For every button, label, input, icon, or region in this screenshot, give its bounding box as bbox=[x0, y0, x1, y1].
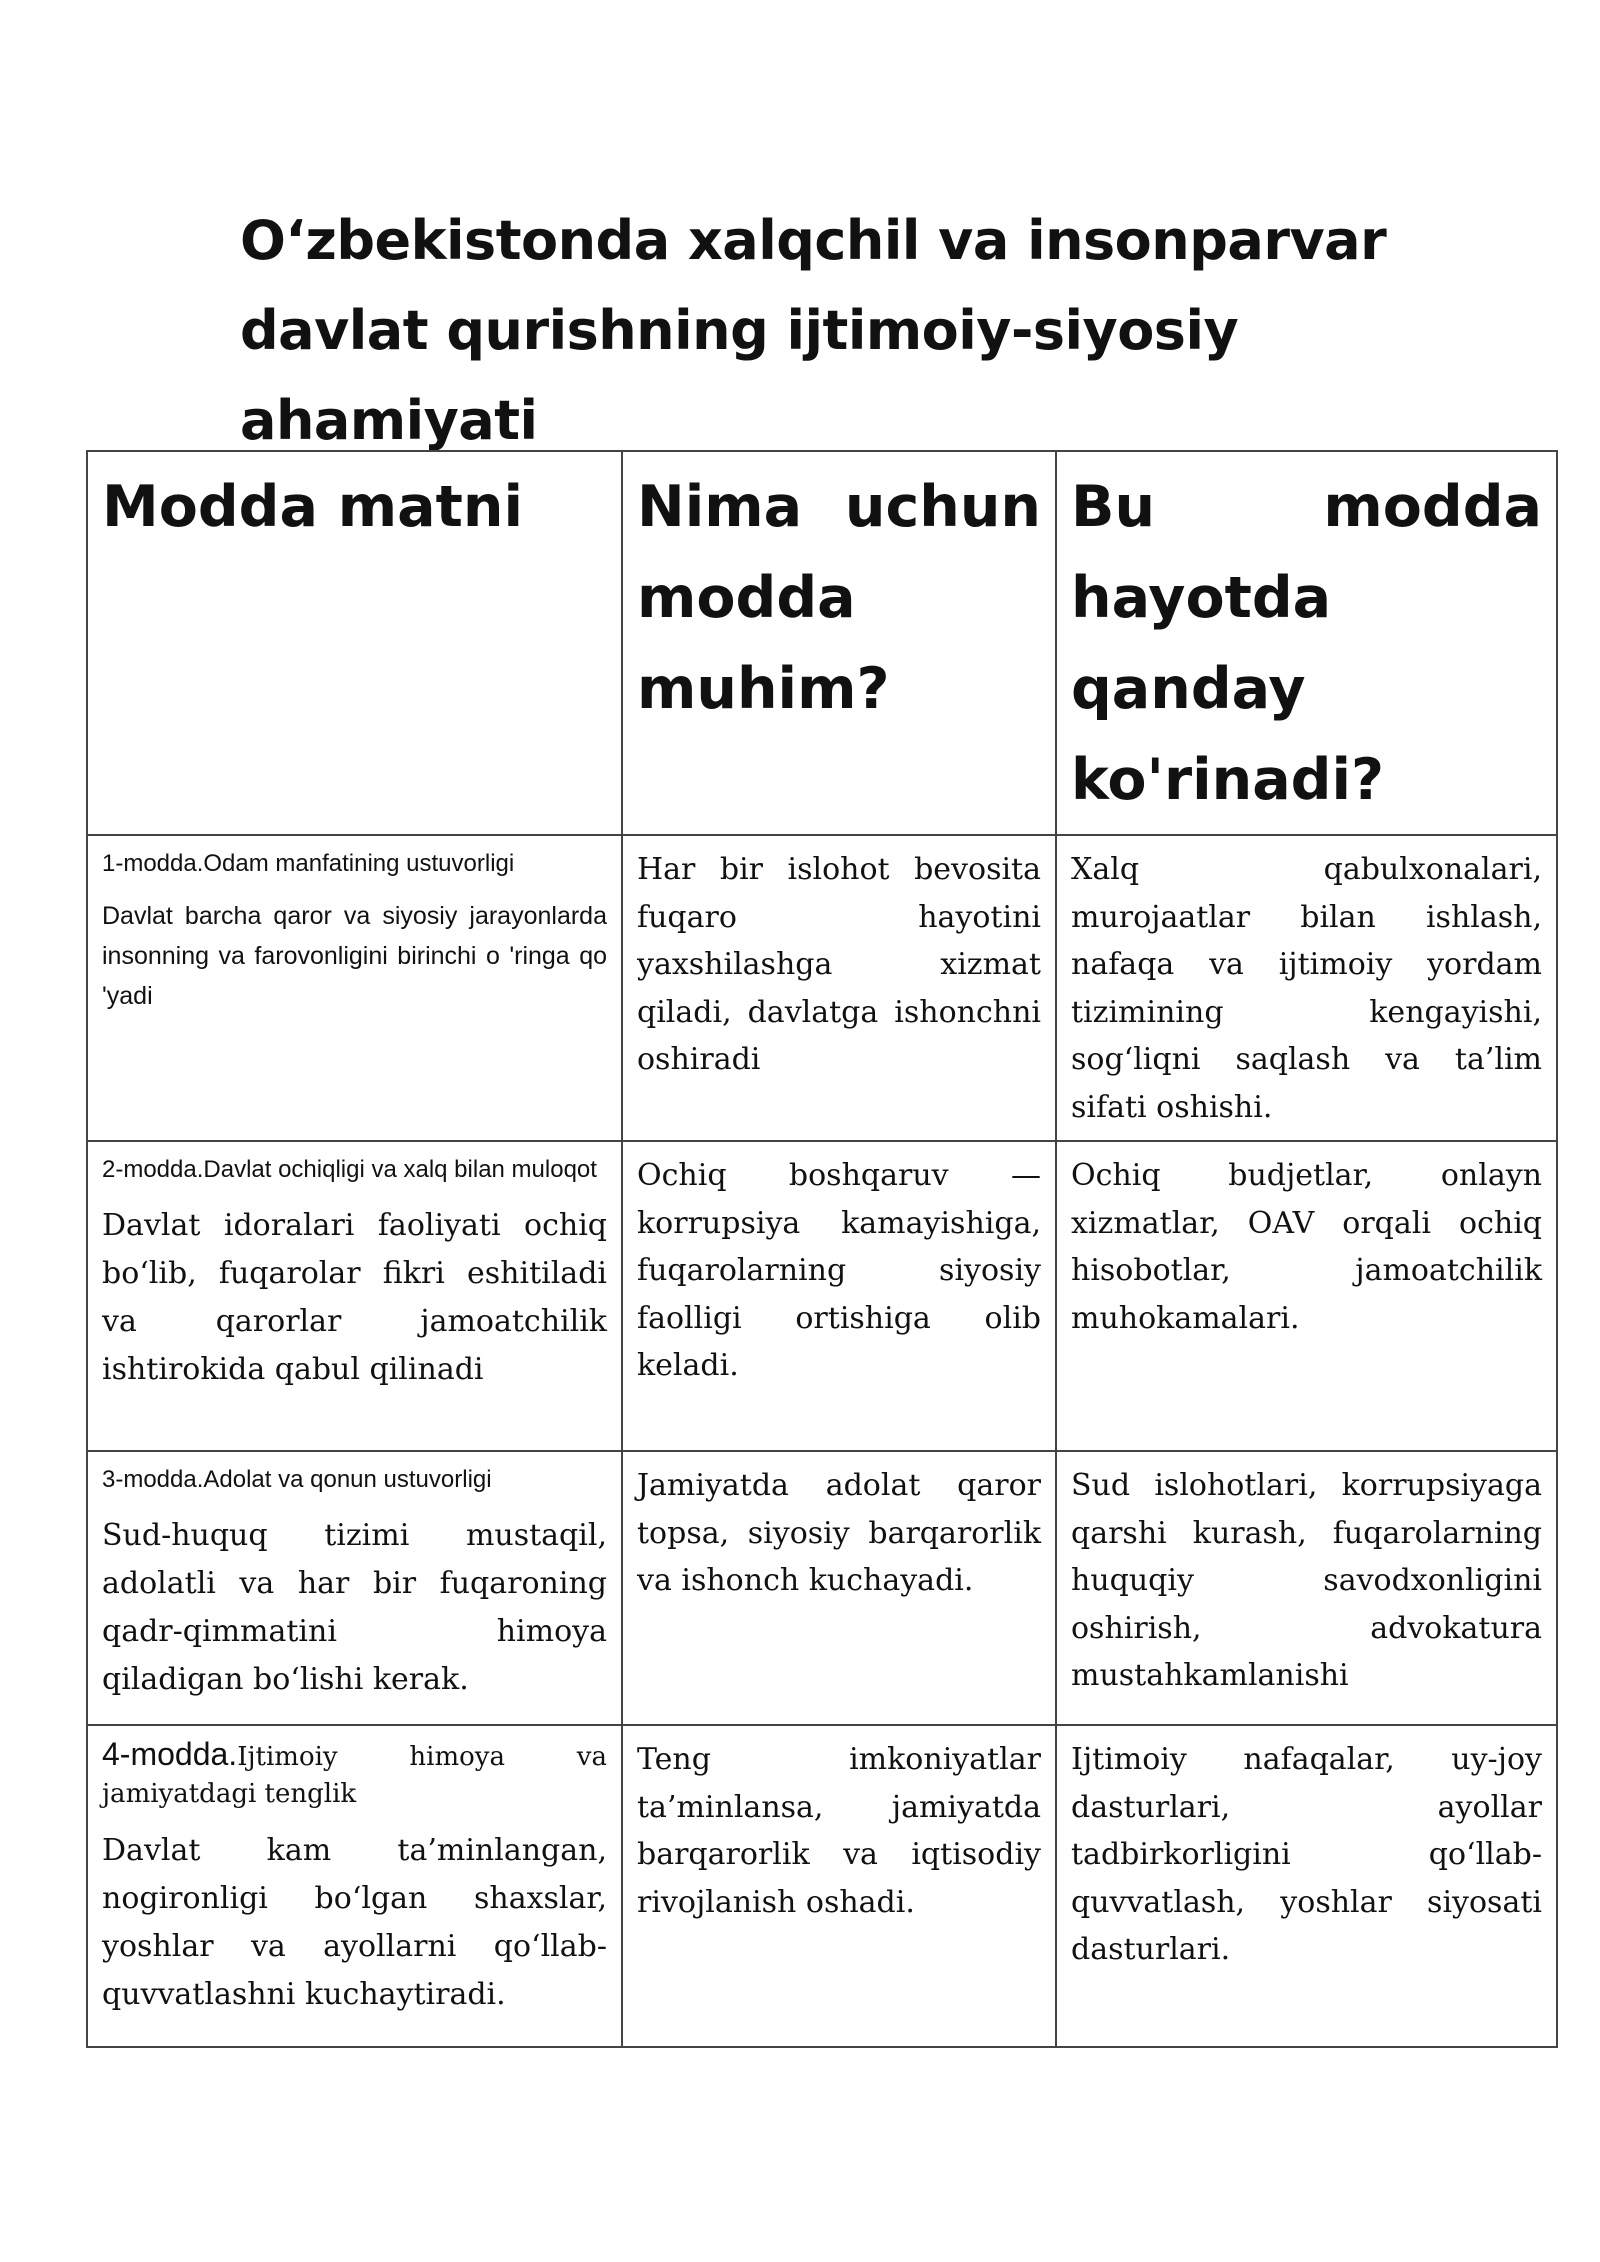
why-cell: Jamiyatda adolat qaror topsa, siyosiy barqarorlik va ishonch kuchayadi. bbox=[622, 1451, 1056, 1725]
document-title: O‘zbekistonda xalqchil va insonparvar davlat qurishning ijtimoiy-siyosiy ahamiyati bbox=[240, 209, 1387, 452]
header-why-important bbox=[622, 451, 1056, 835]
article-heading bbox=[102, 1736, 607, 1813]
articles-table bbox=[86, 450, 1558, 2048]
table-row bbox=[87, 1451, 1557, 1725]
article-heading: 1-modda.Odam manfatining ustuvorligi bbox=[102, 850, 515, 877]
header-how-in-life bbox=[1056, 451, 1557, 835]
header-why-important-label: Nima uchun modda muhim? bbox=[637, 474, 1041, 722]
how-cell: Sud islohotlari, korrupsiyaga qarshi kurash, fuqarolarning huquqiy savodxonligini oshirish, advokatura mustahkamlanishi bbox=[1056, 1451, 1557, 1725]
table-header-row bbox=[87, 451, 1557, 835]
article-text: Davlat idoralari faoliyati ochiq bo‘lib, fuqarolar fikri eshitiladi va qarorlar jamoatchilik ishtirokida qabul qilinadi bbox=[102, 1208, 607, 1387]
table-row bbox=[87, 1141, 1557, 1451]
why-cell: Teng imkoniyatlar ta’minlansa, jamiyatda barqarorlik va iqtisodiy rivojlanish oshadi. bbox=[622, 1725, 1056, 2047]
why-cell: Har bir islohot bevosita fuqaro hayotini yaxshilashga xizmat qiladi, davlatga ishonchni oshiradi bbox=[622, 835, 1056, 1141]
article-cell bbox=[87, 1451, 622, 1725]
why-cell: Ochiq boshqaruv — korrupsiya kamayishiga, fuqarolarning siyosiy faolligi ortishiga olib keladi. bbox=[622, 1141, 1056, 1451]
how-cell: Ijtimoiy nafaqalar, uy-joy dasturlari, ayollar tadbirkorligini qo‘llab-quvvatlash, yoshlar siyosati dasturlari. bbox=[1056, 1725, 1557, 2047]
how-cell: Ochiq budjetlar, onlayn xizmatlar, OAV orqali ochiq hisobotlar, jamoatchilik muhokamalari. bbox=[1056, 1141, 1557, 1451]
article-heading-title: Ijtimoiy himoya va jamiyatdagi tenglik bbox=[102, 1742, 607, 1809]
article-text: Davlat kam ta’minlangan, nogironligi bo‘lgan shaxslar, yoshlar va ayollarni qo‘llab-quvvatlashni kuchaytiradi. bbox=[102, 1833, 607, 2012]
article-cell bbox=[87, 835, 622, 1141]
table-row bbox=[87, 835, 1557, 1141]
article-text: Sud-huquq tizimi mustaqil, adolatli va har bir fuqaroning qadr-qimmatini himoya qiladigan bo‘lishi kerak. bbox=[102, 1518, 607, 1697]
article-text: Davlat barcha qaror va siyosiy jarayonlarda insonning va farovonligini birinchi o 'ringa qo 'yadi bbox=[102, 902, 607, 1010]
article-cell bbox=[87, 1725, 622, 2047]
article-heading-number: 4-modda. bbox=[102, 1736, 238, 1772]
article-heading: 2-modda.Davlat ochiqligi va xalq bilan muloqot bbox=[102, 1156, 597, 1183]
how-cell: Xalq qabulxonalari, murojaatlar bilan ishlash, nafaqa va ijtimoiy yordam tizimining kengayishi, sog‘liqni saqlash va ta’lim sifati oshishi. bbox=[1056, 835, 1557, 1141]
header-how-in-life-label: Bu modda hayotda qanday ko'rinadi? bbox=[1071, 474, 1542, 813]
header-article-text: Modda matni bbox=[87, 451, 622, 835]
article-cell bbox=[87, 1141, 622, 1451]
article-heading: 3-modda.Adolat va qonun ustuvorligi bbox=[102, 1466, 492, 1493]
table-row bbox=[87, 1725, 1557, 2047]
